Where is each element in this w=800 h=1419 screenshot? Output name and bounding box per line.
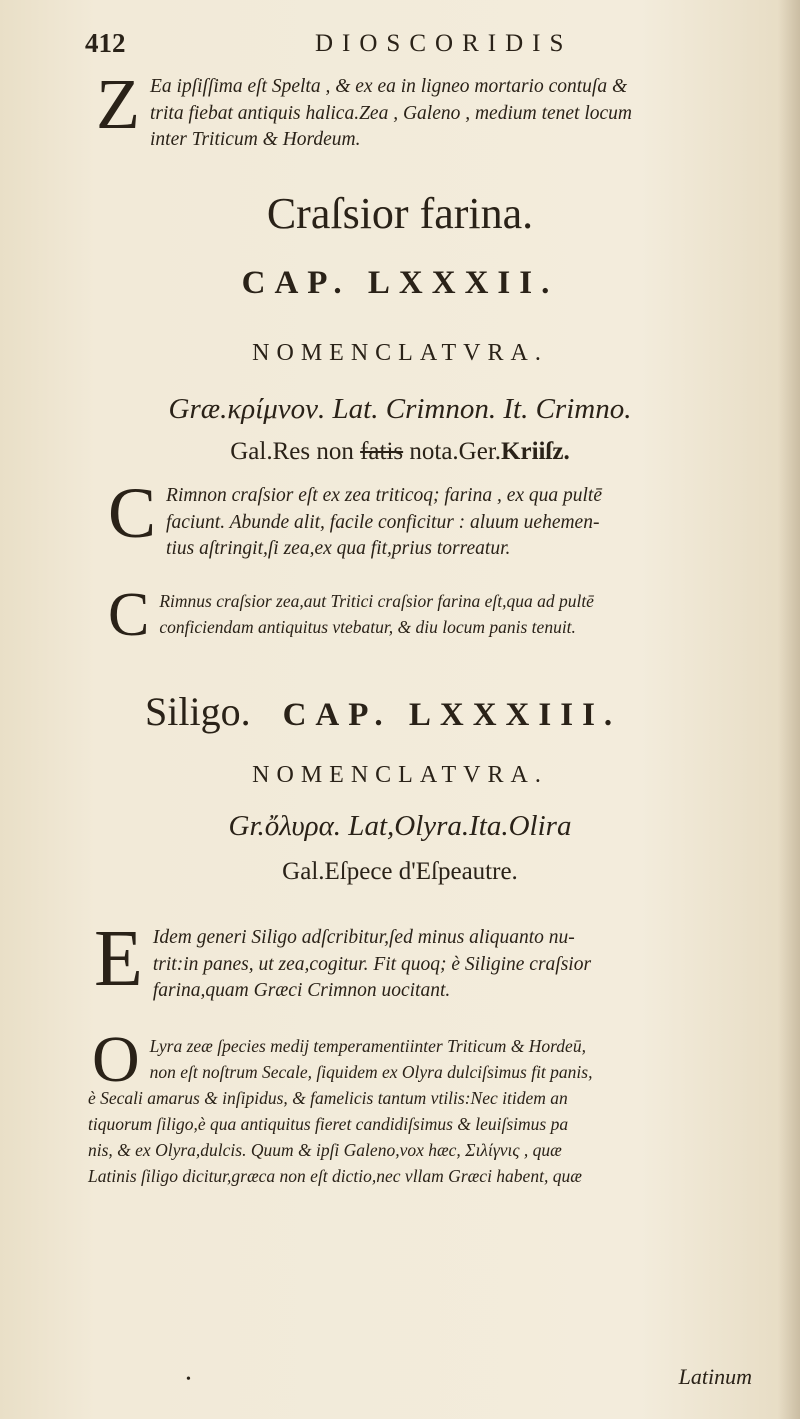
text-line: Idem generi Siligo adſcribitur,ſed minus aliquanto nu- <box>152 927 575 948</box>
text-line: Lyra zeæ ſpecies medij temperamentiinter Triticum & Hordeū, <box>149 1036 586 1056</box>
text-line: Ea ipſiſſima eſt Spelta , & ex ea in ligneo mortario contuſa & <box>149 76 628 97</box>
german-name: Kriiſz. <box>501 438 570 465</box>
text-line: Rimnus craſsior zea,aut Tritici craſsior farina eſt,qua ad pultē <box>159 591 594 611</box>
text-line: farina,quam Græci Crimnon uocitant. <box>152 980 451 1001</box>
gal-mid: nota.Ger. <box>403 438 502 465</box>
text-line: trita fiebat antiquis halica.Zea , Galeno , medium tenet locum <box>149 102 633 124</box>
crimnon-paragraph <box>108 473 787 563</box>
section-title-crassior: Craſsior farina. <box>266 189 534 238</box>
nomenclature-gal-ger <box>0 438 800 466</box>
drop-cap: C <box>108 473 157 553</box>
text-line: trit:in panes, ut zea,cogitur. Fit quoq; è Siligine craſsior <box>152 953 592 975</box>
text-line: tiquorum ſiligo,è qua antiquitus fieret candidiſsimus & leuiſsimus pa <box>88 1114 569 1134</box>
page-number: 412 <box>85 28 126 58</box>
drop-cap: C <box>108 581 150 649</box>
nomenclatura-heading: NOMENCLATVRA. <box>252 762 548 788</box>
text-line: Rimnon craſsior eſt ex zea triticoq; farina , ex qua pultē <box>166 485 603 506</box>
nomenclature-gal: Gal.Eſpece d'Eſpeautre. <box>282 858 518 885</box>
catchword: Latinum <box>678 1364 752 1389</box>
text-line: inter Triticum & Hordeum. <box>149 129 361 150</box>
text-line: Latinis ſiligo dicitur,græca non eſt dictio,nec vllam Græci habent, quæ <box>88 1166 582 1186</box>
struck-word: fatis <box>360 438 404 465</box>
text-line: nis, & ex Olyra,dulcis. Quum & ipſi Galeno,vox hæc, Σιλίγνις , quæ <box>88 1140 562 1160</box>
idem-paragraph <box>94 915 788 1005</box>
text-line: è Secali amarus & inſipidus, & famelicis tantum vtilis:Nec itidem an <box>88 1088 568 1108</box>
crimnus-paragraph <box>108 581 787 649</box>
nomenclatura-heading: NOMENCLATVRA. <box>252 340 548 366</box>
section-title-siligo: Siligo. <box>145 689 251 734</box>
text-line: conficiendam antiquitus vtebatur, & diu locum panis tenuit. <box>159 617 576 637</box>
drop-cap: O <box>92 1023 140 1096</box>
text-line: non eſt noſtrum Secale, ſiquidem ex Olyra dulciſsimus fit panis, <box>149 1062 593 1082</box>
chapter-heading-82: CAP. LXXXII. <box>241 265 559 301</box>
drop-cap: E <box>94 915 143 1003</box>
running-title: DIOSCORIDIS <box>315 30 573 57</box>
running-head <box>85 28 760 62</box>
siligo-heading-row <box>145 688 621 735</box>
nomenclature-names: Gr.ὄλυρα. Lat,Olyra.Ita.Olira <box>228 810 572 842</box>
gal-prefix: Gal.Res non <box>230 438 361 465</box>
drop-cap: Z <box>96 64 140 144</box>
nomenclature-names: Græ.κρίμνον. Lat. Crimnon. It. Crimno. <box>168 393 632 425</box>
chapter-heading-83: CAP. LXXXIII. <box>282 697 622 733</box>
text-line: faciunt. Abunde alit, facile conficitur : aluum uehemen- <box>166 511 600 533</box>
text-line: tius aſtringit,ſi zea,ex qua fit,prius torreatur. <box>166 538 511 559</box>
stray-mark: • <box>186 1372 191 1387</box>
zea-paragraph <box>96 64 785 154</box>
olyra-paragraph <box>88 1023 796 1189</box>
